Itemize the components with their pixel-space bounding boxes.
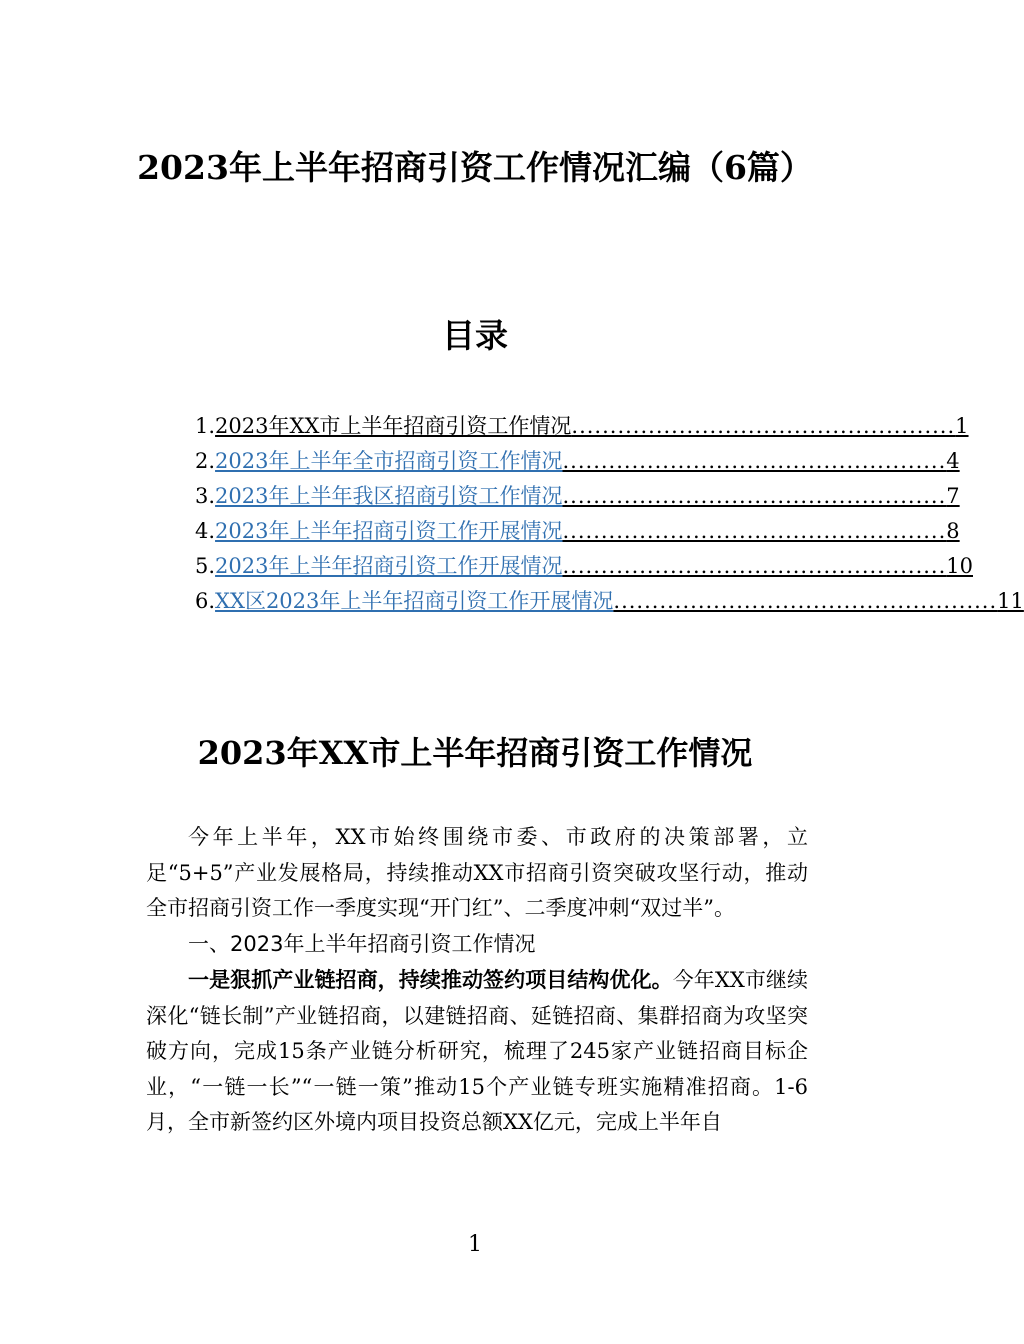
toc-item-number: 4. <box>195 519 216 543</box>
toc-item-link[interactable]: 2023年上半年全市招商引资工作情况 <box>215 449 563 473</box>
toc-leader-dots: .................................................. <box>562 519 947 543</box>
toc-item-link[interactable]: 2023年XX市上半年招商引资工作情况 <box>215 414 572 438</box>
toc-leader-dots: .................................................. <box>571 414 956 438</box>
toc-item-page: 7 <box>946 484 960 508</box>
toc-item-link[interactable]: 2023年上半年我区招商引资工作情况 <box>215 484 563 508</box>
toc-item-page: 1 <box>955 414 969 438</box>
toc-item-link[interactable]: XX区2023年上半年招商引资工作开展情况 <box>215 589 614 613</box>
toc-item-number: 3. <box>195 484 216 508</box>
paragraph-continuation: 今年XX市继续深化“链长制”产业链招商，以建链招商、延链招商、集群招商为攻坚突破方向，完成15条产业链分析研究，梳理了245家产业链招商目标企业，“一链一长”“一链一策”推动15个产业链专班实施精准招商。1-6月，全市新签约区外境内项目投资总额XX亿元，完成上半年自 <box>146 968 808 1134</box>
toc-item[interactable] <box>195 410 969 445</box>
document-title: 2023年上半年招商引资工作情况汇编（6篇） <box>137 148 813 187</box>
toc-item-page: 4 <box>946 449 960 473</box>
toc-item[interactable] <box>195 585 1024 620</box>
toc-item-number: 1. <box>195 414 216 438</box>
toc-leader-dots: .................................................. <box>562 449 947 473</box>
toc-item[interactable] <box>195 550 973 585</box>
toc-item-number: 2. <box>195 449 216 473</box>
page-number: 1 <box>468 1232 482 1257</box>
paragraph-lead-sentence: 一是狠抓产业链招商，持续推动签约项目结构优化。 <box>188 967 673 992</box>
toc-heading: 目录 <box>442 316 508 355</box>
section-title: 2023年XX市上半年招商引资工作情况 <box>197 734 753 772</box>
toc-item[interactable] <box>195 445 960 480</box>
toc-leader-dots: .................................................. <box>613 589 998 613</box>
toc-item[interactable] <box>195 480 960 515</box>
toc-item-number: 6. <box>195 589 216 613</box>
toc-leader-dots: .................................................. <box>562 484 947 508</box>
toc-item-page: 8 <box>946 519 960 543</box>
table-of-contents <box>195 410 1024 620</box>
toc-item[interactable] <box>195 515 960 550</box>
body-text <box>146 820 808 1141</box>
toc-item-link[interactable]: 2023年上半年招商引资工作开展情况 <box>215 519 563 543</box>
heading-level-1: 一、2023年上半年招商引资工作情况 <box>188 931 536 956</box>
toc-item-page: 11 <box>997 589 1024 613</box>
toc-leader-dots: .................................................. <box>562 554 947 578</box>
toc-item-number: 5. <box>195 554 216 578</box>
paragraph-intro: 今年上半年，XX市始终围绕市委、市政府的决策部署，立足“5+5”产业发展格局，持续推动XX市招商引资突破攻坚行动，推动全市招商引资工作一季度实现“开门红”、二季度冲刺“双过半”。 <box>146 825 808 920</box>
toc-item-link[interactable]: 2023年上半年招商引资工作开展情况 <box>215 554 563 578</box>
paragraph-industry-chain <box>146 962 808 1141</box>
toc-item-page: 10 <box>946 554 973 578</box>
